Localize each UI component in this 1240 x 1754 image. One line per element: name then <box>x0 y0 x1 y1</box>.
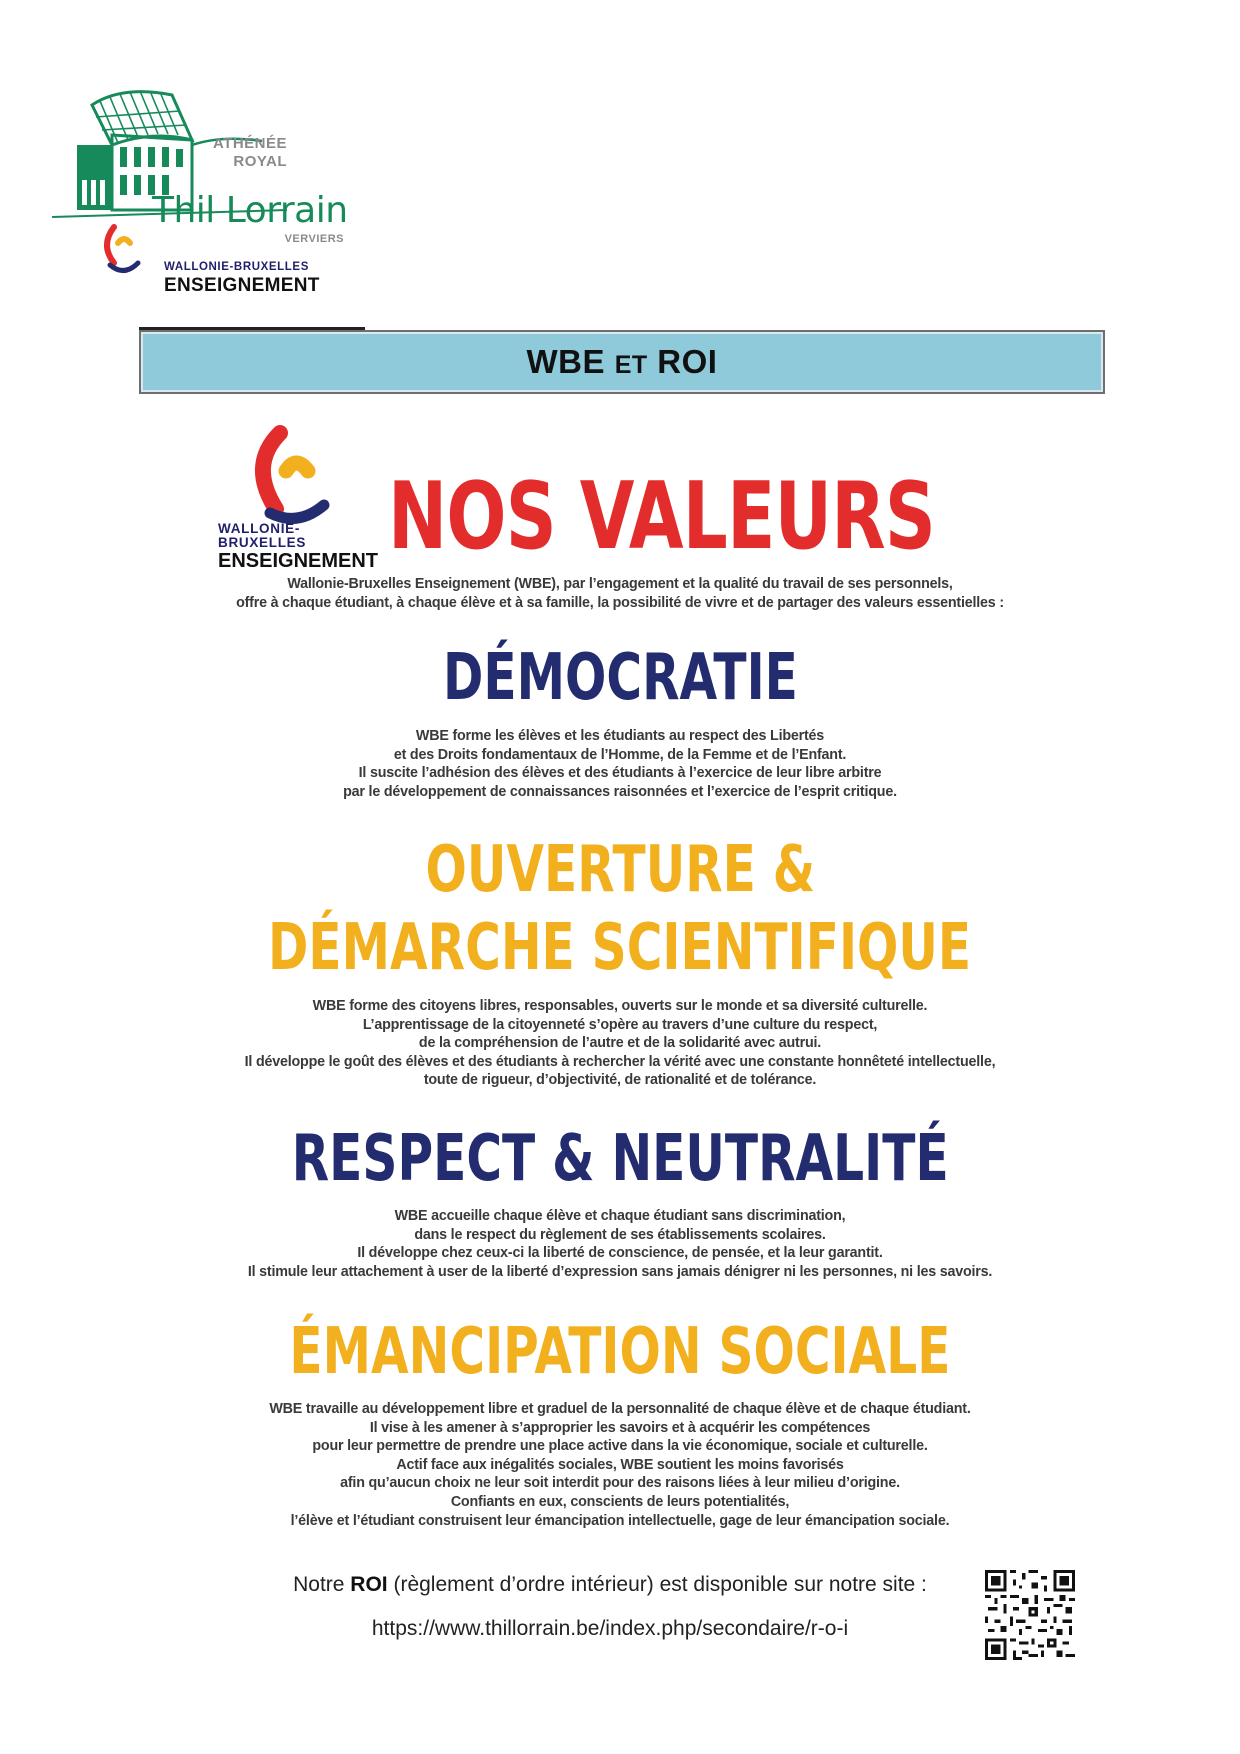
ouverture-line: L’apprentissage de la citoyenneté s’opère au travers d’une culture du respect, <box>362 1016 878 1033</box>
ouverture-heading-line2-text: DÉMARCHE SCIENTIFIQUE <box>268 911 972 985</box>
democratie-heading-text: DÉMOCRATIE <box>442 641 798 715</box>
emancipation-line: l’élève et l’étudiant construisent leur émancipation intellectuelle, gage de leur émancipation sociale. <box>290 1512 950 1529</box>
school-logo-line1: ATHÉNÉE <box>212 135 287 152</box>
emancipation-line: Actif face aux inégalités sociales, WBE soutient les moins favorisés <box>396 1456 844 1473</box>
democratie-text <box>0 727 1240 801</box>
roi-suffix: (règlement d’ordre intérieur) est disponible sur notre site : <box>387 1573 927 1596</box>
roi-prefix: Notre <box>293 1573 351 1596</box>
ouverture-text <box>0 997 1240 1090</box>
respect-line: Il développe chez ceux-ci la liberté de conscience, de pensée, et la leur garantit. <box>357 1245 883 1262</box>
emancipation-line: WBE travaille au développement libre et graduel de la personnalité de chaque élève et de chaque étudiant. <box>269 1401 971 1417</box>
wbe-logo-line2: ENSEIGNEMENT <box>218 550 379 572</box>
respect-line: Il stimule leur attachement à user de la liberté d’expression sans jamais dénigrer ni les personnes, ni les savoirs. <box>247 1263 993 1280</box>
intro-line: offre à chaque étudiant, à chaque élève et à sa famille, la possibilité de vivre et de partager des valeurs essentielles : <box>236 594 1004 611</box>
respect-line: dans le respect du règlement de ses établissements scolaires. <box>414 1226 826 1243</box>
emancipation-line: afin qu’aucun choix ne leur soit interdit pour des raisons liées à leur milieu d’origine. <box>340 1475 900 1492</box>
emancipation-heading <box>0 1315 1240 1389</box>
qr-code <box>985 1570 1075 1660</box>
intro-line: Wallonie-Bruxelles Enseignement (WBE), par l’engagement et la qualité du travail de ses personnels, <box>287 576 953 592</box>
values-title: NOS VALEURS <box>388 462 936 570</box>
ouverture-heading-line1-text: OUVERTURE & <box>425 833 815 907</box>
wbe-logo-text <box>218 522 383 571</box>
banner-title-part3: ROI <box>647 343 718 380</box>
emancipation-heading-text: ÉMANCIPATION SOCIALE <box>289 1315 951 1389</box>
ouverture-heading-line1 <box>0 833 1240 907</box>
emancipation-line: Il vise à les amener à s’approprier les savoirs et à acquérir les compétences <box>369 1419 871 1436</box>
respect-heading <box>0 1122 1240 1196</box>
ouverture-line: Il développe le goût des élèves et des étudiants à rechercher la vérité avec une constante honnêteté intellectuelle, <box>244 1053 996 1070</box>
democratie-line: par le développement de connaissances raisonnées et l’exercice de l’esprit critique. <box>343 783 897 800</box>
wbe-logo-line1: WALLONIE-BRUXELLES <box>218 521 307 550</box>
roi-url-link[interactable]: https://www.thillorrain.be/index.php/secondaire/r-o-i <box>371 1617 849 1640</box>
network-name-line1: WALLONIE-BRUXELLES <box>164 261 309 273</box>
network-name-small <box>164 262 320 295</box>
democratie-heading <box>0 641 1240 715</box>
respect-heading-text: RESPECT & NEUTRALITÉ <box>291 1122 949 1196</box>
roi-availability-text <box>260 1573 960 1597</box>
title-banner <box>139 330 1105 394</box>
emancipation-text <box>0 1400 1240 1530</box>
school-logo-line2: ROYAL <box>233 153 287 170</box>
intro-text <box>0 575 1240 612</box>
wbe-logo <box>218 425 383 572</box>
emancipation-line: pour leur permettre de prendre une place active dans la vie économique, sociale et culturelle. <box>312 1438 928 1455</box>
democratie-line: et des Droits fondamentaux de l’Homme, de la Femme et de l’Enfant. <box>393 746 847 763</box>
ouverture-line: toute de rigueur, d’objectivité, de rationalité et de tolérance. <box>423 1072 817 1089</box>
democratie-line: Il suscite l’adhésion des élèves et des étudiants à l’exercice de leur libre arbitre <box>358 765 882 782</box>
ouverture-line: WBE forme des citoyens libres, responsables, ouverts sur le monde et sa diversité culturelle. <box>312 998 928 1014</box>
ouverture-heading-line2 <box>0 911 1240 985</box>
banner-title-part1: WBE <box>526 343 615 380</box>
school-name: Thil Lorrain <box>152 190 348 231</box>
network-name-line2: ENSEIGNEMENT <box>164 274 320 296</box>
respect-line: WBE accueille chaque élève et chaque étudiant sans discrimination, <box>394 1208 846 1224</box>
school-city: VERVIERS <box>284 233 344 245</box>
school-logo <box>52 85 352 295</box>
democratie-line: WBE forme les élèves et les étudiants au respect des Libertés <box>415 728 825 744</box>
wbe-swirl-logo-icon <box>218 425 383 525</box>
roi-bold: ROI <box>350 1573 388 1596</box>
emancipation-line: Confiants en eux, conscients de leurs potentialités, <box>450 1493 790 1510</box>
page-title <box>527 343 718 381</box>
qr-code-icon <box>985 1570 1075 1660</box>
respect-text <box>0 1207 1240 1281</box>
ouverture-line: de la compréhension de l’autre et de la solidarité avec autrui. <box>418 1035 822 1052</box>
banner-title-part2: ET <box>614 351 648 379</box>
